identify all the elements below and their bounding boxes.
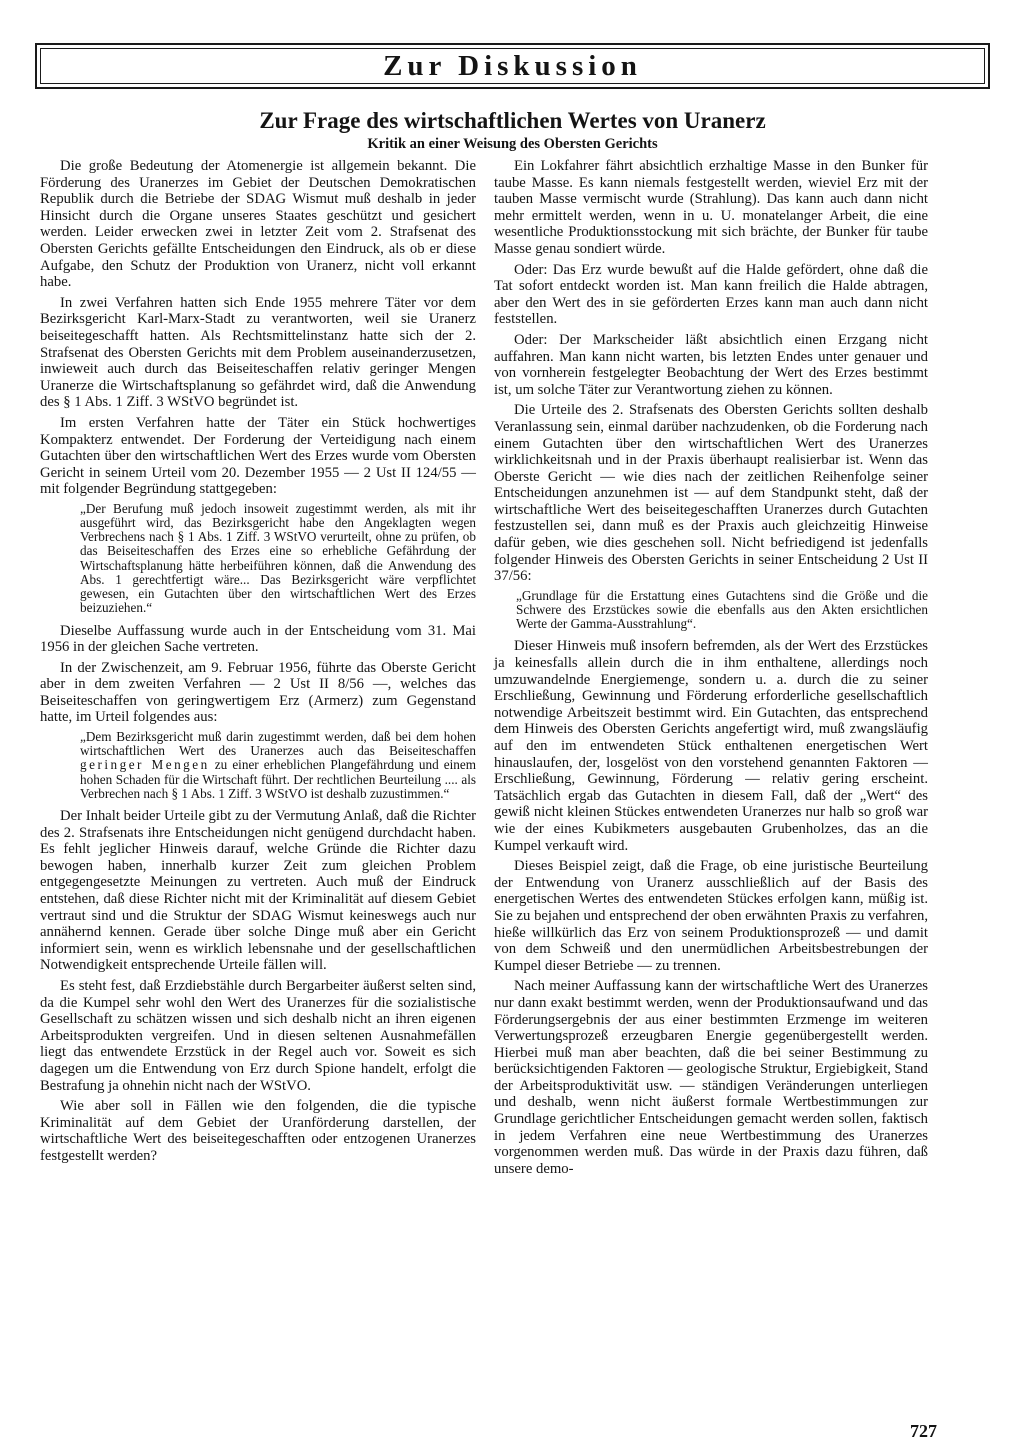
right-column [494, 158, 928, 1181]
paragraph: Dieses Beispiel zeigt, daß die Frage, ob eine juristische Beurteilung der Entwendung von Uranerz ausschließlich auf der Basis des energetischen Wertes des entwendeten Stückes erfolgen kann, müßig ist. Sie zu bejahen und entsprechend der oben erwähnten Praxis zu verfahren, hieße willkürlich das Erz von seinem Produktionsprozeß — und damit von dem Schweiß und den unermüdlichen Arbeitsbestrebungen der Kumpel dieser Betriebe — zu trennen. [494, 858, 928, 974]
article-subtitle: Kritik an einer Weisung des Obersten Gerichts [367, 136, 658, 152]
paragraph: Wie aber soll in Fällen wie den folgenden, die die typische Kriminalität auf dem Gebiet der Uranförderung darstellen, der wirtschaftliche Wert des beiseitegeschafften oder entzogenen Uranerzes festgestellt werden? [40, 1098, 476, 1164]
paragraph: Der Inhalt beider Urteile gibt zu der Vermutung Anlaß, daß die Richter des 2. Strafsenats ihre Entscheidungen nicht genügend durchdacht haben. Es fehlt jeglicher Hinweis darauf, welche Gründe die Richter dazu bewogen haben, innerhalb kurzer Zeit zum gleichen Problem entgegengesetzte Meinungen zu vertreten. Auch muß der Eindruck entstehen, daß diese Richter nicht mit der Kriminalität auf diesem Gebiet vertraut sind und die Struktur der SDAG Wismut keineswegs auch nur annähernd kennen. Gerade über solche Dinge muß aber ein Gericht informiert sein, wenn es wirklich lebensnahe und der gesellschaftlichen Notwendigkeit entsprechende Urteile fällen will. [40, 808, 476, 974]
paragraph: Es steht fest, daß Erzdiebstähle durch Bergarbeiter äußerst selten sind, da die Kumpel sehr wohl den Wert des Uranerzes für die sozialistische Gesellschaft zu schätzen wissen und sich deshalb nicht an ihren eigenen Arbeitsprodukten vergreifen. Und in diesen seltenen Ausnahmefällen liegt das entwendete Erzstück in der Regel auch vor. Soweit es sich dagegen um die Entwendung von Erz durch Spione handelt, erfolgt die Bestrafung ja ohnehin nicht nach der WStVO. [40, 978, 476, 1094]
paragraph: Oder: Der Markscheider läßt absichtlich einen Erzgang nicht auffahren. Man kann nicht warten, bis letzten Endes unter genauer und von vornherein festgelegter Beobachtung der Wert des Erzes bestimmt ist, um solche Täter zur Verantwortung ziehen zu können. [494, 331, 928, 398]
paragraph: Nach meiner Auffassung kann der wirtschaftliche Wert des Uranerzes nur dann exakt bestimmt werden, wenn der Produktionsaufwand und das Förderungsergebnis der aus einer bestimmten Erzmenge im weiteren Verwertungsprozeß erzeugbaren Energie gegenübergestellt werden. Hierbei muß man aber beachten, daß die bei seiner Bestimmung zu berücksichtigenden Faktoren — geologische Struktur, Ergiebigkeit, Stand der Arbeitsproduktivität usw. — ständigen Veränderungen unterliegen und deshalb, wenn nicht äußerst formale Wertbestimmungen zur Grundlage gerichtlicher Entscheidungen gemacht werden sollen, faktisch in jedem Verfahren eine neue Wertbestimmung des Uranerzes vorgenommen werden muß. Das würde in der Praxis dazu führen, daß unsere demo- [494, 978, 928, 1177]
paragraph: Die Urteile des 2. Strafsenats des Obersten Gerichts sollten deshalb Veranlassung sein, einmal darüber nachzudenken, ob die Forderung nach einem Gutachten über den wirtschaftlichen Wert des Uranerzes wirklichkeitsnah und in der Praxis überhaupt realisierbar ist. Wenn das Oberste Gericht — wie dies nach der zeitlichen Reihenfolge seiner Entscheidungen anzunehmen ist — auf dem Standpunkt steht, daß der wirtschaftliche Wert des beiseitegeschafften Uranerzes durch Gutachten festzustellen sei, dann muß es der Praxis auch gleichzeitig Hinweise dafür geben, wie dies geschehen soll. Nicht befriedigend ist jedenfalls folgender Hinweis des Obersten Gerichts in seiner Entscheidung 2 Ust II 37/56: [494, 402, 928, 585]
paragraph: In der Zwischenzeit, am 9. Februar 1956, führte das Oberste Gericht aber in dem zweiten Verfahren — 2 Ust II 8/56 —, welches das Beiseiteschaffen von geringwertigem Erz (Armerz) zum Gegenstand hatte, im Urteil folgendes aus: [40, 659, 476, 726]
court-quote [80, 730, 476, 801]
paragraph: Oder: Das Erz wurde bewußt auf die Halde gefördert, ohne daß die Tat sofort entdeckt worden ist. Man kann freilich die Halde abtragen, aber den Wert des in sie geförderten Erzes kann man auch dann nicht feststellen. [494, 261, 928, 328]
court-quote: „Grundlage für die Erstattung eines Gutachtens sind die Größe und die Schwere des Erzstückes sowie die ebenfalls aus den Akten ersichtlichen Werte der Gamma-Ausstrahlung“. [516, 587, 928, 632]
quote-text: „Dem Bezirksgericht muß darin zugestimmt werden, daß bei dem hohen wirtschaftlichen Wert des Uranerzes auch das Beiseiteschaffen [80, 729, 476, 759]
paragraph: Im ersten Verfahren hatte der Täter ein Stück hochwertiges Kompakterz entwendet. Der Forderung der Verteidigung nach einem Gutachten über den wirtschaftlichen Wert des Erzes wurde vom Obersten Gericht in seinem Urteil vom 20. Dezember 1955 — 2 Ust II 124/55 — mit folgender Begründung stattgegeben: [40, 414, 476, 498]
left-column [40, 158, 476, 1169]
paragraph: Dieser Hinweis muß insofern befremden, als der Wert des Erzstückes ja keinesfalls allein durch die in ihm enthaltene, allerdings noch umzuwandelnde Energiemenge, sondern u. a. durch die zu seiner Erschließung, Gewinnung und Förderung erforderliche gesellschaftlich notwendige Arbeitszeit bestimmt wird. Ein Gutachten, das entsprechend dem Hinweis des Obersten Gerichts angefertigt wird, muß zwangsläufig auf den im entwendeten Stück enthaltenen energetischen Wert hinauslaufen, der, losgelöst von den vorstehend genannten Faktoren — Erschließung, Gewinnung, Förderung — relativ gering erscheint. Tatsächlich ergab das Gutachten in diesem Fall, daß der „Wert“ des gewiß nicht kleinen Stückes entwendeten Uranerzes nur halb so groß war wie der eines Kubikmeters ausgebauten Grubenholzes, das an die Kumpel verkauft wird. [494, 638, 928, 854]
quote-emphasis: geringer Mengen [80, 757, 210, 773]
paragraph: Ein Lokfahrer fährt absichtlich erzhaltige Masse in den Bunker für taube Masse. Es kann niemals festgestellt werden, wieviel Erz mit der tauben Masse vermischt wurde (Strahlung). Das kann auch dann nicht mehr ermittelt werden, wenn in u. U. monatelanger Arbeit, die eine wesentliche Produktionsstockung mit sich brächte, der Bunker für taube Masse genau sondiert würde. [494, 158, 928, 257]
paragraph: Dieselbe Auffassung wurde auch in der Entscheidung vom 31. Mai 1956 in der gleichen Sache vertreten. [40, 622, 476, 656]
section-header-box [35, 43, 990, 89]
court-quote: „Der Berufung muß jedoch insoweit zugestimmt werden, als mit ihr ausgeführt wird, das Bezirksgericht habe den Angeklagten wegen Verbrechens nach § 1 Abs. 1 Ziff. 3 WStVO verurteilt, ohne zu prüfen, ob das Beiseiteschaffen des Erzes eine so erhebliche Gefährdung der Wirtschaftsplanung hätte herbeiführen können, daß die Anwendung des Abs. 1 gerechtfertigt wäre... Das Bezirksgericht wäre verpflichtet gewesen, ein Gutachten über den wirtschaftlichen Wert des Erzes beizuziehen.“ [80, 500, 476, 616]
paragraph: In zwei Verfahren hatten sich Ende 1955 mehrere Täter vor dem Bezirksgericht Karl-Marx-Stadt zu verantworten, weil sie Uranerz beiseitegeschafft hatten. Als Rechtsmittelinstanz hatte sich der 2. Strafsenat des Obersten Gerichts mit dem Problem auseinanderzusetzen, inwieweit auch durch das Beiseiteschaffen relativ geringer Mengen Uranerze die Wirtschaftsplanung so gefährdet wird, daß die Anwendung des § 1 Abs. 1 Ziff. 3 WStVO begründet ist. [40, 294, 476, 411]
page-number: 727 [910, 1421, 937, 1441]
article-title: Zur Frage des wirtschaftlichen Wertes von Uranerz [259, 108, 766, 133]
paragraph: Die große Bedeutung der Atomenergie ist allgemein bekannt. Die Förderung des Uranerzes im Gebiet der Deutschen Demokratischen Republik durch die Betriebe der SDAG Wismut muß deshalb in jeder Hinsicht durch die Organe unseres Staates geschützt und gesichert werden. Leider erwecken zwei in letzter Zeit vom 2. Strafsenat des Obersten Gerichts gefällte Entscheidungen den Eindruck, als ob er diese Aufgabe, den Schutz der Produktion von Uranerz, nicht voll erkannt habe. [40, 158, 476, 291]
quote-text: zu einer erheblichen Plangefährdung und einem hohen Schaden für die Wirtschaft führt. Der rechtlichen Beurteilung .... als Verbrechen nach § 1 Abs. 1 Ziff. 3 WStVO ist deshalb zuzustimmen.“ [80, 757, 476, 801]
section-title: Zur Diskussion [383, 50, 642, 82]
